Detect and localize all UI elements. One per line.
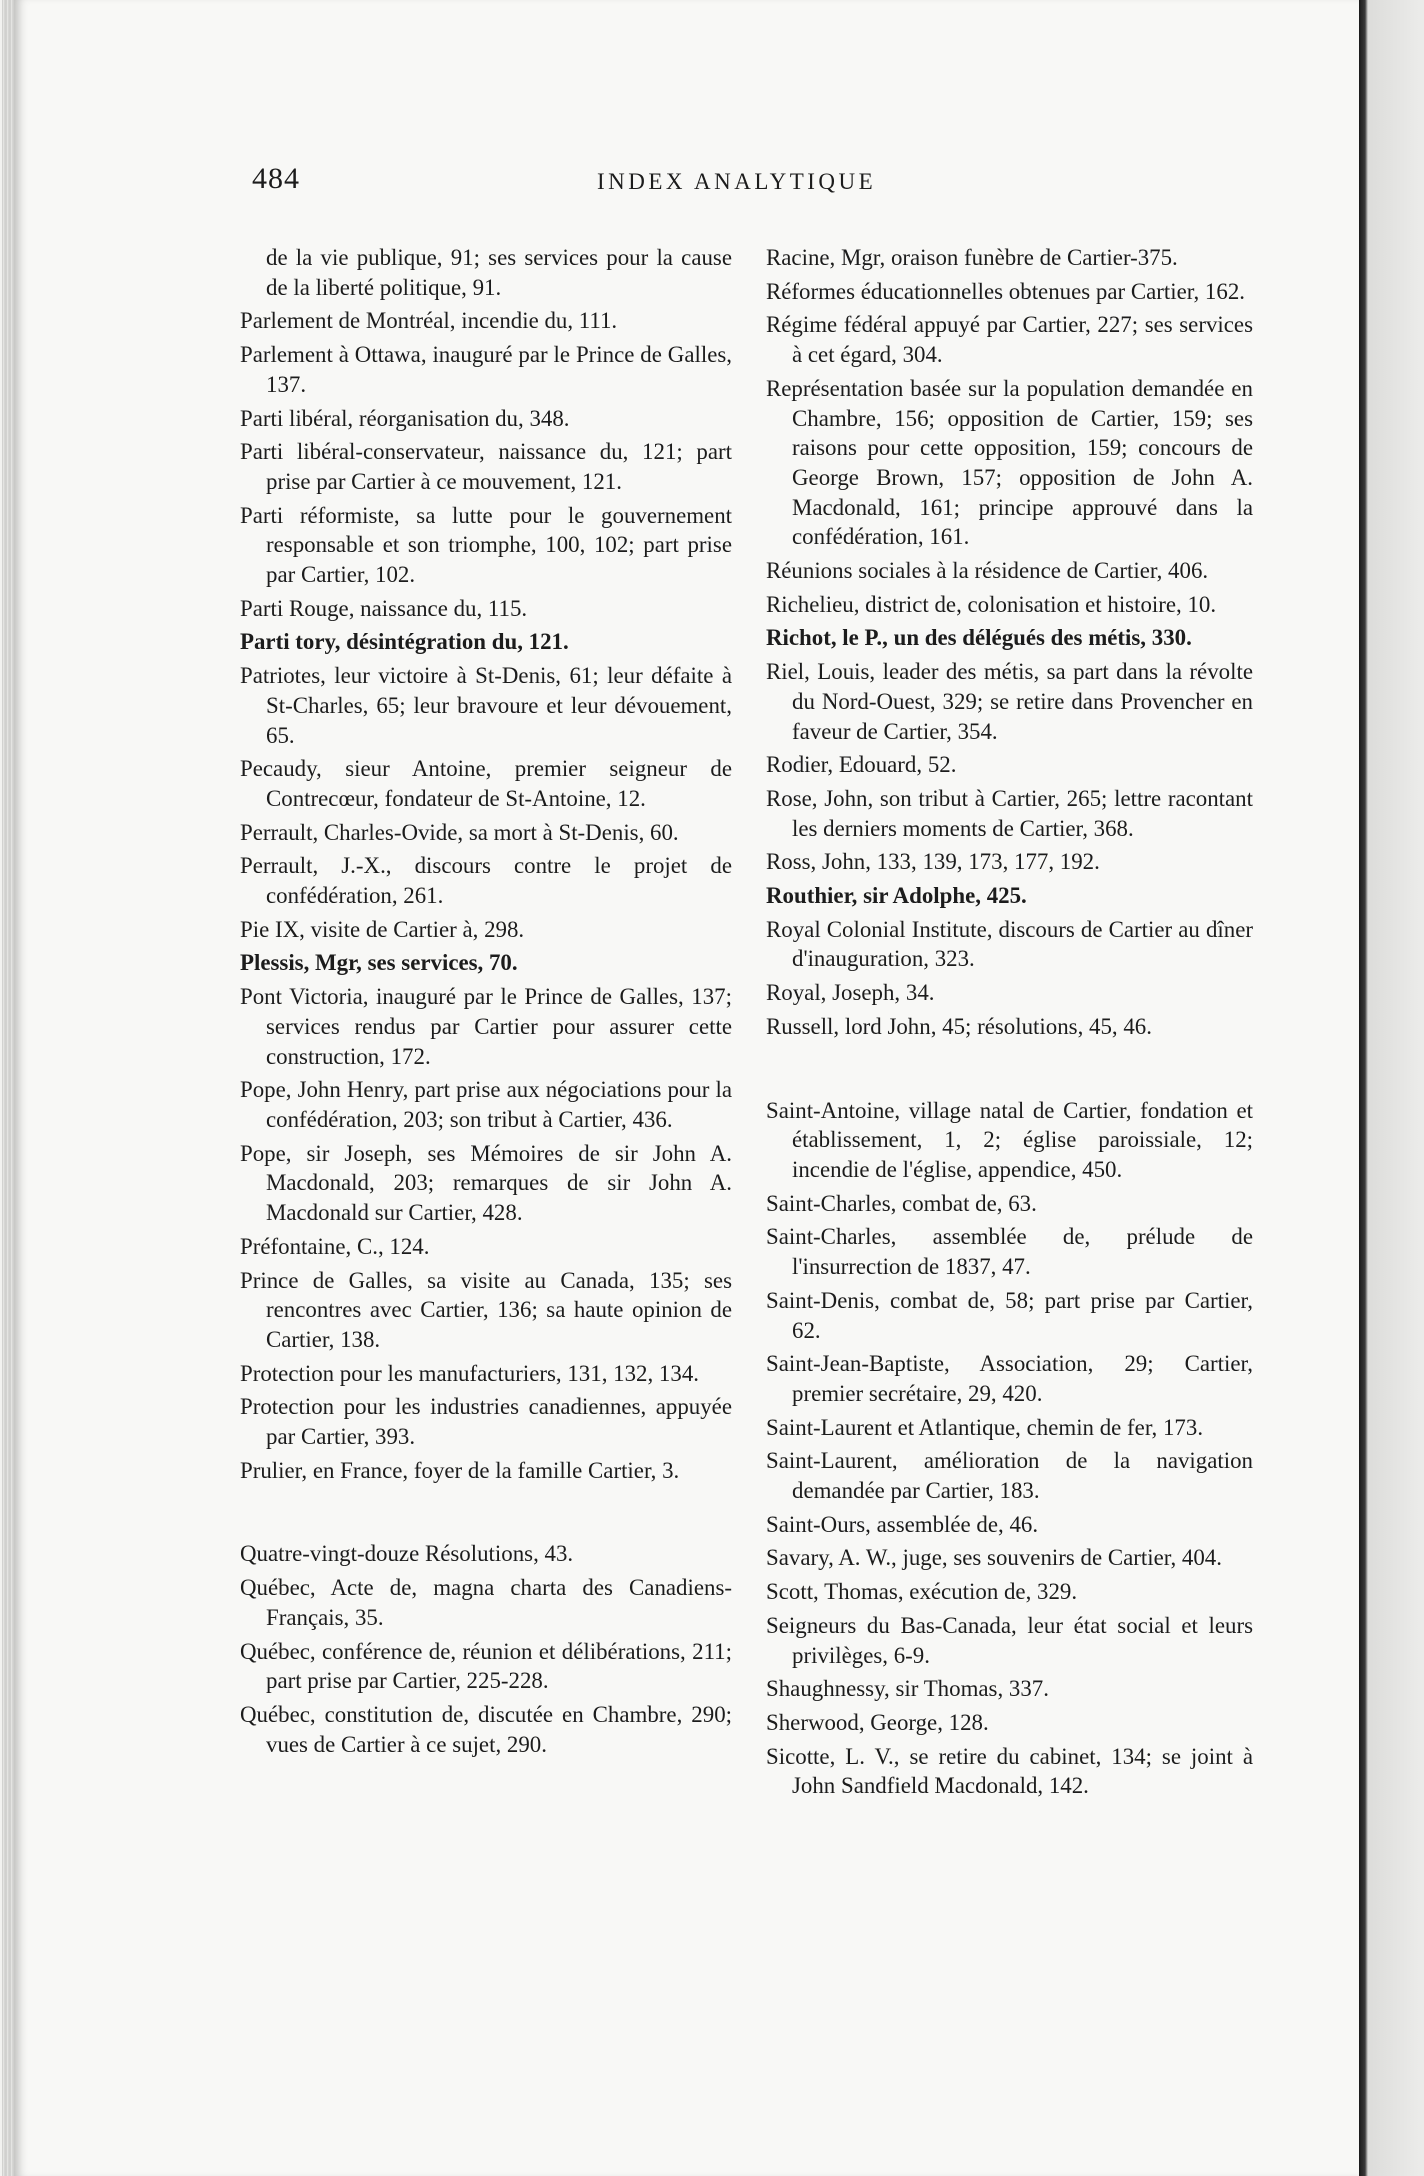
index-entry: Richot, le P., un des délégués des métis, 330.	[766, 625, 1192, 651]
page-header	[252, 162, 1242, 212]
index-entry: Protection pour les manufacturiers, 131, 132, 134.	[240, 1360, 699, 1386]
index-entry: Saint-Denis, combat de, 58; part prise par Cartier, 62.	[766, 1287, 1253, 1343]
index-entry: Parti réformiste, sa lutte pour le gouvernement responsable et son triomphe, 100, 102; part prise par Cartier, 102.	[240, 502, 732, 588]
index-entry: Saint-Charles, combat de, 63.	[766, 1190, 1037, 1216]
index-entry: Saint-Jean-Baptiste, Association, 29; Cartier, premier secrétaire, 29, 420.	[766, 1351, 1253, 1406]
index-entry: Parlement à Ottawa, inauguré par le Prince de Galles, 137.	[240, 342, 732, 397]
index-entry: Quatre-vingt-douze Résolutions, 43.	[240, 1541, 574, 1567]
index-entry: Parlement de Montréal, incendie du, 111.	[240, 308, 618, 334]
index-entry: Prince de Galles, sa visite au Canada, 135; ses rencontres avec Cartier, 136; sa haute opinion de Cartier, 138.	[240, 1267, 732, 1352]
index-entry: Parti Rouge, naissance du, 115.	[240, 595, 528, 621]
index-entry: de la vie publique, 91; ses services pour la cause de la liberté politique, 91.	[266, 245, 732, 300]
index-entry: Scott, Thomas, exécution de, 329.	[766, 1579, 1078, 1605]
index-entry: Pope, sir Joseph, ses Mémoires de sir John A. Macdonald, 203; remarques de sir John A. Macdonald sur Cartier, 428.	[240, 1140, 732, 1226]
index-entry: Patriotes, leur victoire à St-Denis, 61; leur défaite à St-Charles, 65; leur bravoure et leur dévouement, 65.	[240, 663, 732, 748]
index-entry: Réformes éducationnelles obtenues par Cartier, 162.	[766, 278, 1245, 304]
facing-page-edge	[1359, 0, 1424, 2176]
index-entry: Saint-Antoine, village natal de Cartier, fondation et établissement, 1, 2; église paroissiale, 12; incendie de l'église, appendice, 450.	[766, 1097, 1253, 1182]
index-entry: Plessis, Mgr, ses services, 70.	[240, 950, 518, 976]
index-entry: Prulier, en France, foyer de la famille Cartier, 3.	[240, 1457, 680, 1483]
index-entry: Pecaudy, sieur Antoine, premier seigneur de Contrecœur, fondateur de St-Antoine, 12.	[240, 756, 732, 811]
index-entry: Sherwood, George, 128.	[766, 1709, 989, 1735]
index-entry: Québec, conférence de, réunion et délibérations, 211; part prise par Cartier, 225-228.	[240, 1638, 732, 1694]
book-page-edges	[2, 0, 14, 2176]
index-entry: Saint-Laurent et Atlantique, chemin de fer, 173.	[766, 1414, 1204, 1440]
index-entry: Pont Victoria, inauguré par le Prince de Galles, 137; services rendus par Cartier pour assurer cette construction, 172.	[240, 984, 732, 1069]
index-entry: Préfontaine, C., 124.	[240, 1233, 430, 1259]
index-entry: Rose, John, son tribut à Cartier, 265; lettre racontant les derniers moments de Cartier, 368.	[766, 785, 1253, 841]
index-entry: Protection pour les industries canadiennes, appuyée par Cartier, 393.	[240, 1394, 732, 1450]
running-head: INDEX ANALYTIQUE	[597, 169, 877, 194]
letter-section-gap	[766, 1046, 1253, 1096]
index-entry: Richelieu, district de, colonisation et histoire, 10.	[766, 591, 1217, 617]
index-entry: Régime fédéral appuyé par Cartier, 227; ses services à cet égard, 304.	[766, 312, 1253, 368]
index-entry: Québec, Acte de, magna charta des Canadiens-Français, 35.	[240, 1575, 732, 1630]
index-entry: Rodier, Edouard, 52.	[766, 752, 957, 778]
page-number: 484	[252, 162, 300, 195]
index-entry: Représentation basée sur la population demandée en Chambre, 156; opposition de Cartier, 159; ses raisons pour cette opposition, 159; concours de George Brown, 157; opposition de John A. Macdonald, 161; principe approuvé dans la confédération, 161.	[766, 375, 1253, 550]
index-entry: Seigneurs du Bas-Canada, leur état social et leurs privilèges, 6-9.	[766, 1612, 1253, 1668]
index-entry: Pie IX, visite de Cartier à, 298.	[240, 916, 525, 942]
index-entry: Perrault, J.-X., discours contre le projet de confédération, 261.	[240, 853, 732, 909]
index-entry: Pope, John Henry, part prise aux négociations pour la confédération, 203; son tribut à Cartier, 436.	[240, 1077, 732, 1132]
index-entry: Parti tory, désintégration du, 121.	[240, 629, 569, 655]
letter-section-gap	[240, 1489, 732, 1539]
index-entry: Parti libéral-conservateur, naissance du, 121; part prise par Cartier à ce mouvement, 121.	[240, 439, 732, 494]
index-entry: Saint-Laurent, amélioration de la navigation demandée par Cartier, 183.	[766, 1448, 1253, 1504]
index-entry: Royal, Joseph, 34.	[766, 980, 935, 1006]
index-entry: Ross, John, 133, 139, 173, 177, 192.	[766, 849, 1100, 875]
index-column-right	[766, 243, 1253, 1805]
index-entry: Racine, Mgr, oraison funèbre de Cartier-375.	[766, 245, 1178, 270]
index-entry: Sicotte, L. V., se retire du cabinet, 134; se joint à John Sandfield Macdonald, 142.	[766, 1743, 1253, 1799]
index-entry: Saint-Ours, assemblée de, 46.	[766, 1511, 1039, 1537]
index-entry: Shaughnessy, sir Thomas, 337.	[766, 1676, 1049, 1702]
index-entry: Russell, lord John, 45; résolutions, 45, 46.	[766, 1013, 1152, 1039]
index-entry: Réunions sociales à la résidence de Cartier, 406.	[766, 558, 1209, 584]
index-entry: Royal Colonial Institute, discours de Cartier au dîner d'inauguration, 323.	[766, 916, 1253, 972]
index-entry: Perrault, Charles-Ovide, sa mort à St-Denis, 60.	[240, 819, 679, 845]
index-entry: Savary, A. W., juge, ses souvenirs de Cartier, 404.	[766, 1545, 1222, 1571]
index-entry: Saint-Charles, assemblée de, prélude de l'insurrection de 1837, 47.	[766, 1224, 1253, 1280]
index-entry: Routhier, sir Adolphe, 425.	[766, 883, 1027, 909]
index-column-left	[240, 243, 732, 1763]
index-entry: Parti libéral, réorganisation du, 348.	[240, 405, 570, 431]
index-entry: Riel, Louis, leader des métis, sa part dans la révolte du Nord-Ouest, 329; se retire dans Provencher en faveur de Cartier, 354.	[766, 659, 1253, 744]
index-entry: Québec, constitution de, discutée en Chambre, 290; vues de Cartier à ce sujet, 290.	[240, 1701, 732, 1757]
